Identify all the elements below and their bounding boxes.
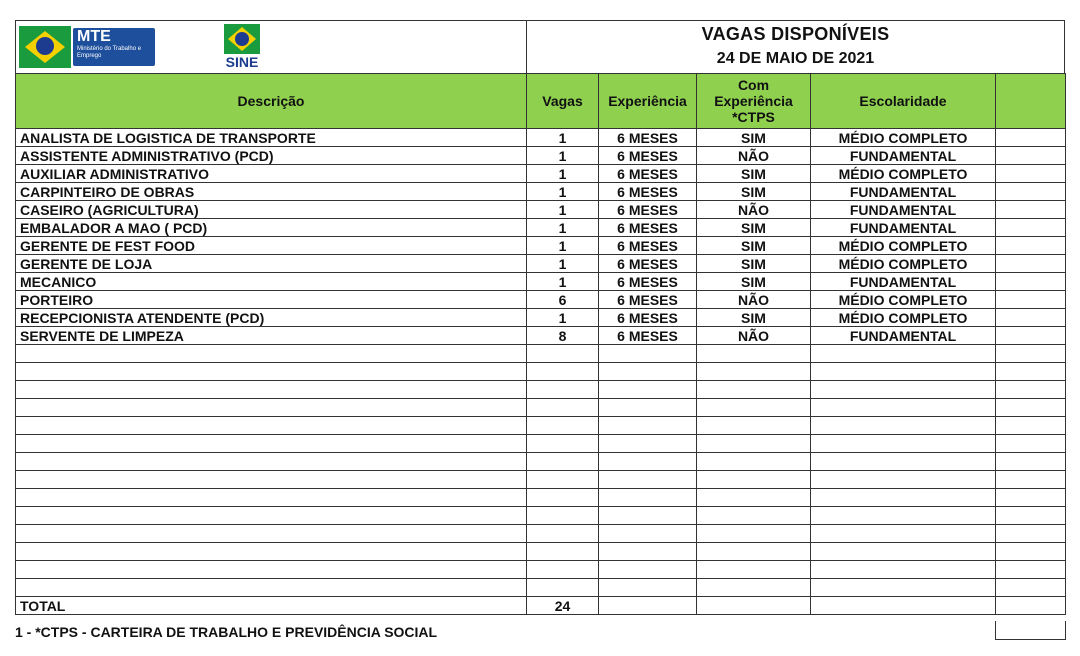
cell-descricao: AUXILIAR ADMINISTRATIVO <box>16 165 527 183</box>
cell-empty <box>996 129 1066 147</box>
cell-ctps: SIM <box>697 237 811 255</box>
page-date: 24 DE MAIO DE 2021 <box>716 50 875 67</box>
cell-empty <box>599 507 697 525</box>
cell-empty <box>811 345 996 363</box>
cell-empty <box>811 453 996 471</box>
cell-empty <box>996 453 1066 471</box>
cell-empty <box>16 399 527 417</box>
cell-empty <box>996 291 1066 309</box>
cell-empty <box>599 543 697 561</box>
sine-label: SINE <box>225 54 259 70</box>
mte-logo-text: MTE Ministério do Trabalho e Emprego <box>73 28 155 66</box>
cell-descricao: ANALISTA DE LOGISTICA DE TRANSPORTE <box>16 129 527 147</box>
cell-empty <box>811 399 996 417</box>
cell-empty <box>527 345 599 363</box>
cell-empty <box>527 417 599 435</box>
col-header-com-experiencia: Com Experiência *CTPS <box>697 74 811 129</box>
cell-escolaridade: MÉDIO COMPLETO <box>811 255 996 273</box>
cell-experiencia: 6 MESES <box>599 201 697 219</box>
empty-table-row <box>16 507 1066 525</box>
empty-table-row <box>16 471 1066 489</box>
cell-empty <box>697 417 811 435</box>
cell-vagas: 1 <box>527 183 599 201</box>
brazil-flag-icon <box>19 26 71 68</box>
cell-descricao: ASSISTENTE ADMINISTRATIVO (PCD) <box>16 147 527 165</box>
empty-table-row <box>16 381 1066 399</box>
cell-ctps: NÃO <box>697 147 811 165</box>
cell-empty <box>811 561 996 579</box>
cell-empty <box>996 435 1066 453</box>
cell-empty <box>996 183 1066 201</box>
cell-vagas: 1 <box>527 255 599 273</box>
empty-rows <box>16 345 1066 597</box>
cell-empty <box>599 579 697 597</box>
logo-area <box>16 21 527 73</box>
table-header-row <box>16 74 1066 129</box>
cell-empty <box>996 237 1066 255</box>
cell-ctps: SIM <box>697 219 811 237</box>
table-row <box>16 309 1066 327</box>
cell-empty <box>16 561 527 579</box>
empty-table-row <box>16 561 1066 579</box>
cell-descricao: CARPINTEIRO DE OBRAS <box>16 183 527 201</box>
job-listing-sheet <box>15 20 1065 615</box>
cell-empty <box>16 435 527 453</box>
cell-empty <box>697 471 811 489</box>
cell-experiencia: 6 MESES <box>599 147 697 165</box>
brazil-flag-icon <box>224 24 260 54</box>
empty-table-row <box>16 435 1066 453</box>
cell-empty <box>599 453 697 471</box>
cell-empty <box>996 489 1066 507</box>
cell-escolaridade: MÉDIO COMPLETO <box>811 237 996 255</box>
cell-empty <box>599 399 697 417</box>
cell-empty <box>697 381 811 399</box>
cell-ctps: SIM <box>697 129 811 147</box>
cell-empty <box>697 453 811 471</box>
cell-experiencia: 6 MESES <box>599 129 697 147</box>
cell-empty <box>599 435 697 453</box>
empty-table-row <box>16 579 1066 597</box>
cell-experiencia: 6 MESES <box>599 255 697 273</box>
cell-vagas: 1 <box>527 147 599 165</box>
cell-empty <box>527 579 599 597</box>
cell-empty <box>16 507 527 525</box>
cell-empty <box>996 147 1066 165</box>
cell-empty <box>996 471 1066 489</box>
cell-empty <box>996 327 1066 345</box>
empty-table-row <box>16 363 1066 381</box>
total-value: 24 <box>527 597 599 615</box>
cell-experiencia: 6 MESES <box>599 309 697 327</box>
cell-empty <box>16 525 527 543</box>
cell-empty <box>697 489 811 507</box>
table-row <box>16 291 1066 309</box>
cell-empty <box>527 543 599 561</box>
col-header-experiencia: Experiência <box>599 74 697 129</box>
cell-empty <box>811 507 996 525</box>
cell-escolaridade: FUNDAMENTAL <box>811 201 996 219</box>
total-row <box>16 597 1066 615</box>
cell-ctps: SIM <box>697 183 811 201</box>
cell-empty <box>996 597 1066 615</box>
cell-empty <box>527 453 599 471</box>
cell-escolaridade: MÉDIO COMPLETO <box>811 309 996 327</box>
cell-empty <box>811 435 996 453</box>
cell-escolaridade: MÉDIO COMPLETO <box>811 165 996 183</box>
cell-empty <box>697 579 811 597</box>
cell-empty <box>996 273 1066 291</box>
cell-empty <box>996 219 1066 237</box>
cell-empty <box>16 345 527 363</box>
cell-empty <box>527 381 599 399</box>
cell-escolaridade: FUNDAMENTAL <box>811 273 996 291</box>
total-label: TOTAL <box>16 597 527 615</box>
table-row <box>16 273 1066 291</box>
footnote-box <box>995 621 1066 640</box>
cell-empty <box>697 363 811 381</box>
cell-empty <box>599 489 697 507</box>
cell-empty <box>527 363 599 381</box>
cell-empty <box>996 381 1066 399</box>
cell-escolaridade: FUNDAMENTAL <box>811 219 996 237</box>
title-area <box>527 21 1064 73</box>
cell-ctps: SIM <box>697 309 811 327</box>
cell-empty <box>996 507 1066 525</box>
sine-logo <box>214 24 270 70</box>
job-table <box>15 73 1066 615</box>
cell-vagas: 1 <box>527 201 599 219</box>
empty-table-row <box>16 399 1066 417</box>
cell-empty <box>996 309 1066 327</box>
cell-empty <box>996 525 1066 543</box>
cell-vagas: 1 <box>527 237 599 255</box>
cell-experiencia: 6 MESES <box>599 237 697 255</box>
cell-empty <box>599 525 697 543</box>
cell-ctps: NÃO <box>697 201 811 219</box>
cell-ctps: SIM <box>697 273 811 291</box>
table-row <box>16 183 1066 201</box>
cell-vagas: 1 <box>527 129 599 147</box>
cell-empty <box>996 363 1066 381</box>
table-row <box>16 219 1066 237</box>
cell-empty <box>16 579 527 597</box>
cell-empty <box>697 507 811 525</box>
col-header-extra <box>996 74 1066 129</box>
table-row <box>16 129 1066 147</box>
cell-descricao: GERENTE DE LOJA <box>16 255 527 273</box>
cell-empty <box>599 561 697 579</box>
cell-empty <box>996 579 1066 597</box>
empty-table-row <box>16 453 1066 471</box>
cell-experiencia: 6 MESES <box>599 291 697 309</box>
cell-empty <box>527 489 599 507</box>
cell-empty <box>697 543 811 561</box>
cell-empty <box>697 597 811 615</box>
cell-empty <box>599 345 697 363</box>
cell-empty <box>811 543 996 561</box>
page-title: VAGAS DISPONÍVEIS <box>701 24 890 44</box>
cell-empty <box>16 543 527 561</box>
cell-empty <box>599 417 697 435</box>
cell-empty <box>811 471 996 489</box>
cell-empty <box>996 165 1066 183</box>
cell-vagas: 6 <box>527 291 599 309</box>
cell-experiencia: 6 MESES <box>599 327 697 345</box>
table-row <box>16 327 1066 345</box>
cell-empty <box>697 561 811 579</box>
cell-descricao: RECEPCIONISTA ATENDENTE (PCD) <box>16 309 527 327</box>
table-row <box>16 201 1066 219</box>
cell-empty <box>527 471 599 489</box>
table-row <box>16 147 1066 165</box>
empty-table-row <box>16 417 1066 435</box>
cell-escolaridade: MÉDIO COMPLETO <box>811 129 996 147</box>
cell-descricao: PORTEIRO <box>16 291 527 309</box>
empty-table-row <box>16 489 1066 507</box>
cell-escolaridade: MÉDIO COMPLETO <box>811 291 996 309</box>
cell-ctps: NÃO <box>697 327 811 345</box>
cell-empty <box>996 543 1066 561</box>
cell-vagas: 1 <box>527 219 599 237</box>
cell-vagas: 1 <box>527 165 599 183</box>
empty-table-row <box>16 525 1066 543</box>
cell-empty <box>527 561 599 579</box>
cell-descricao: SERVENTE DE LIMPEZA <box>16 327 527 345</box>
cell-empty <box>996 255 1066 273</box>
cell-empty <box>16 471 527 489</box>
cell-empty <box>811 579 996 597</box>
col-header-escolaridade: Escolaridade <box>811 74 996 129</box>
cell-descricao: EMBALADOR A MAO ( PCD) <box>16 219 527 237</box>
cell-empty <box>527 507 599 525</box>
footnote: 1 - *CTPS - CARTEIRA DE TRABALHO E PREVIDÊNCIA SOCIAL <box>15 624 438 640</box>
cell-empty <box>16 363 527 381</box>
cell-empty <box>16 417 527 435</box>
cell-experiencia: 6 MESES <box>599 165 697 183</box>
cell-empty <box>599 597 697 615</box>
cell-empty <box>16 453 527 471</box>
cell-vagas: 8 <box>527 327 599 345</box>
table-row <box>16 255 1066 273</box>
cell-empty <box>697 345 811 363</box>
cell-experiencia: 6 MESES <box>599 183 697 201</box>
cell-empty <box>697 525 811 543</box>
cell-empty <box>527 399 599 417</box>
col-header-vagas: Vagas <box>527 74 599 129</box>
cell-experiencia: 6 MESES <box>599 219 697 237</box>
cell-descricao: MECANICO <box>16 273 527 291</box>
cell-empty <box>996 399 1066 417</box>
table-row <box>16 237 1066 255</box>
cell-empty <box>996 561 1066 579</box>
cell-empty <box>527 525 599 543</box>
cell-empty <box>996 345 1066 363</box>
cell-vagas: 1 <box>527 273 599 291</box>
cell-empty <box>527 435 599 453</box>
cell-escolaridade: FUNDAMENTAL <box>811 327 996 345</box>
mte-logo <box>19 26 155 68</box>
cell-escolaridade: FUNDAMENTAL <box>811 183 996 201</box>
cell-empty <box>811 381 996 399</box>
cell-empty <box>811 417 996 435</box>
table-row <box>16 165 1066 183</box>
cell-descricao: GERENTE DE FEST FOOD <box>16 237 527 255</box>
cell-empty <box>16 381 527 399</box>
cell-empty <box>811 489 996 507</box>
cell-empty <box>599 471 697 489</box>
cell-descricao: CASEIRO (AGRICULTURA) <box>16 201 527 219</box>
cell-empty <box>811 525 996 543</box>
cell-ctps: SIM <box>697 165 811 183</box>
sheet-header <box>15 20 1065 73</box>
cell-empty <box>811 363 996 381</box>
cell-empty <box>697 435 811 453</box>
empty-table-row <box>16 543 1066 561</box>
cell-ctps: SIM <box>697 255 811 273</box>
cell-experiencia: 6 MESES <box>599 273 697 291</box>
cell-empty <box>16 489 527 507</box>
cell-empty <box>996 417 1066 435</box>
cell-empty <box>996 201 1066 219</box>
cell-empty <box>811 597 996 615</box>
cell-ctps: NÃO <box>697 291 811 309</box>
cell-empty <box>697 399 811 417</box>
cell-vagas: 1 <box>527 309 599 327</box>
cell-escolaridade: FUNDAMENTAL <box>811 147 996 165</box>
col-header-descricao: Descrição <box>16 74 527 129</box>
empty-table-row <box>16 345 1066 363</box>
cell-empty <box>599 363 697 381</box>
cell-empty <box>599 381 697 399</box>
